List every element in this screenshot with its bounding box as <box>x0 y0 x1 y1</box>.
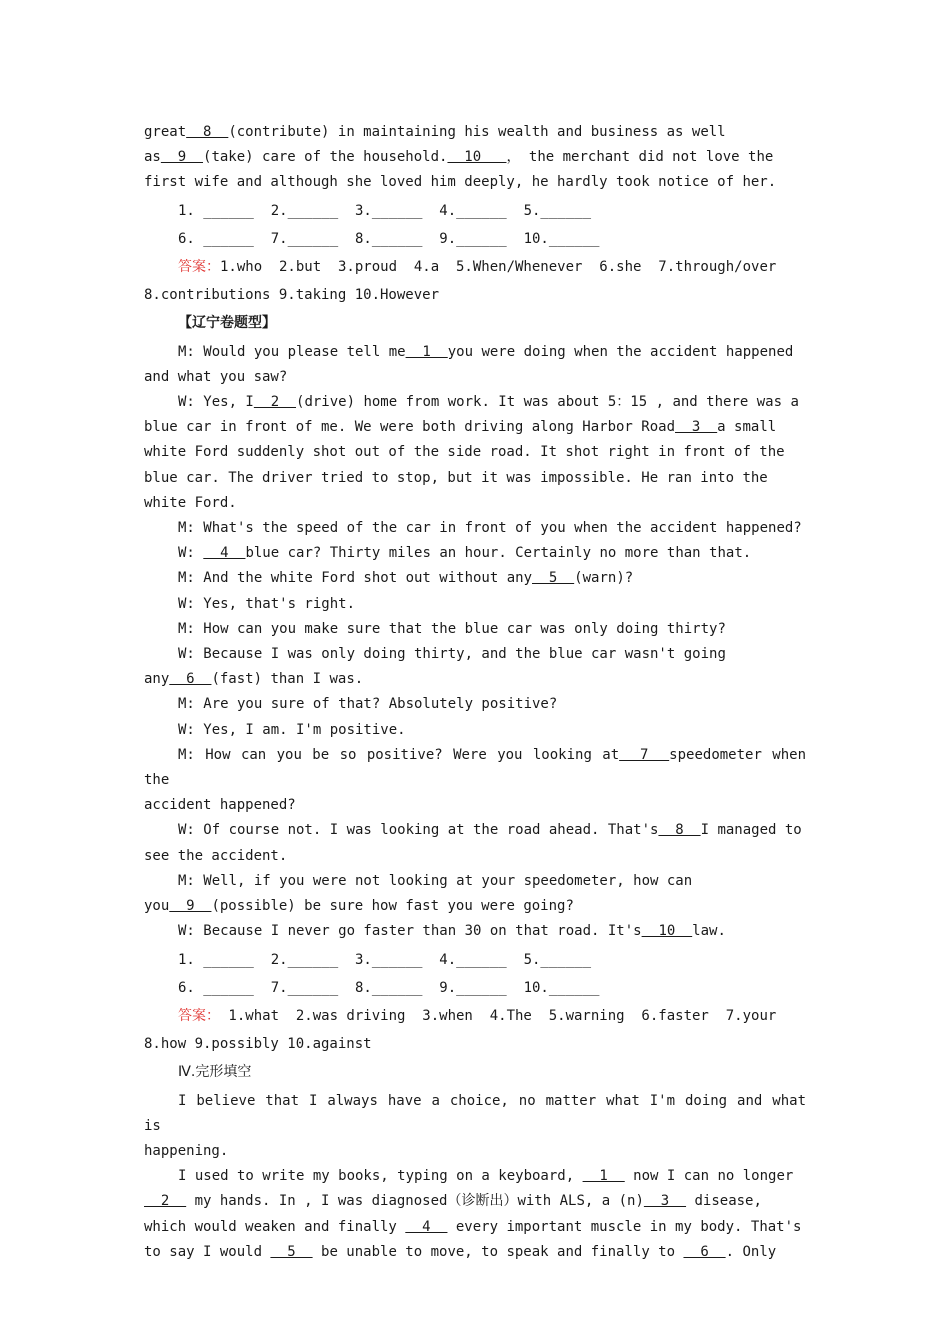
section-title: 【辽宁卷题型】 <box>178 315 276 332</box>
text-line: great 8 (contribute) in maintaining his wealth and business as well <box>144 124 726 140</box>
dialog-line: W: Yes, I 2 (drive) home from work. It was about 5：15 , and there was a <box>178 394 799 411</box>
cloze-blank-6: 6 <box>683 1243 726 1260</box>
cloze-blank-5: 5 <box>270 1243 313 1260</box>
dialog-line: W: Yes, I am. I'm positive. <box>178 721 406 738</box>
dialog-line: see the accident. <box>144 847 288 864</box>
blank-9: 9 <box>169 898 212 915</box>
cloze-text: 2 my hands. In , I was diagnosed（诊断出）with ALS, a (n) 3 disease, <box>144 1193 762 1210</box>
document-page <box>144 120 806 1265</box>
answer-key: 答案：1.who 2.but 3.proud 4.a 5.When/Whenever 6.she 7.through/over <box>178 259 777 276</box>
dialog-line: white Ford. <box>144 494 237 511</box>
answer-blanks-row: 1. ______ 2.______ 3.______ 4.______ 5.______ <box>178 951 592 968</box>
answer-key: 答案： 1.what 2.was driving 3.when 4.The 5.warning 6.faster 7.your <box>178 1007 777 1024</box>
answer-blanks-row: 6. ______ 7.______ 8.______ 9.______ 10.______ <box>178 979 600 996</box>
dialog-line: M: Are you sure of that? Absolutely positive? <box>178 696 558 713</box>
answer-label: 答案： <box>178 259 220 276</box>
blank-4: 4 <box>203 545 246 562</box>
blank-3: 3 <box>675 419 718 436</box>
blank-10: 10 <box>641 923 693 940</box>
dialog-line: blue car in front of me. We were both driving along Harbor Road 3 a small <box>144 419 777 436</box>
cloze-text: I used to write my books, typing on a keyboard, 1 now I can no longer <box>178 1168 794 1185</box>
cloze-text: to say I would 5 be unable to move, to speak and finally to 6 . Only <box>144 1243 777 1260</box>
blank-8: 8 <box>186 124 229 140</box>
answer-key-cont: 8.contributions 9.taking 10.However <box>144 287 440 304</box>
blank-5: 5 <box>532 570 575 587</box>
dialog-line: blue car. The driver tried to stop, but it was impossible. He ran into the <box>144 469 768 486</box>
blank-9: 9 <box>160 149 204 166</box>
dialog-line: M: How can you make sure that the blue car was only doing thirty? <box>178 620 726 637</box>
blank-1: 1 <box>405 343 448 360</box>
dialog-line: W: Yes, that's right. <box>178 595 356 612</box>
answer-blanks-row: 1. ______ 2.______ 3.______ 4.______ 5.______ <box>178 202 592 219</box>
cloze-blank-1: 1 <box>582 1168 625 1185</box>
dialog-line: W: 4 blue car? Thirty miles an hour. Certainly no more than that. <box>178 545 752 562</box>
blank-6: 6 <box>169 671 212 688</box>
cloze-blank-4: 4 <box>405 1218 448 1235</box>
dialog-line: any 6 (fast) than I was. <box>144 671 364 688</box>
cloze-text: which would weaken and finally 4 every important muscle in my body. That's <box>144 1218 802 1235</box>
answer-blanks-row: 6. ______ 7.______ 8.______ 9.______ 10.______ <box>178 230 600 247</box>
dialog-line: W: Because I never go faster than 30 on that road. It's 10 law. <box>178 923 726 940</box>
text-line: as 9 (take) care of the household. 10 ， the merchant did not love the <box>144 149 774 166</box>
blank-7: 7 <box>619 746 670 763</box>
answer-key-cont: 8.how 9.possibly 10.against <box>144 1036 372 1053</box>
dialog-line: W: Because I was only doing thirty, and the blue car wasn't going <box>178 646 726 663</box>
blank-8: 8 <box>658 822 701 839</box>
dialog-line: W: Of course not. I was looking at the road ahead. That's 8 I managed to <box>178 822 802 839</box>
dialog-line: and what you saw? <box>144 368 288 385</box>
dialog-line: you 9 (possible) be sure how fast you were going? <box>144 898 574 915</box>
text-line: first wife and although she loved him deeply, he hardly took notice of her. <box>144 174 777 191</box>
cloze-text: happening. <box>144 1142 229 1159</box>
cloze-text: I believe that I always have a choice, no matter what I'm doing and what is <box>144 1092 806 1134</box>
dialog-line: white Ford suddenly shot out of the side road. It shot right in front of the <box>144 444 785 461</box>
cloze-blank-3: 3 <box>643 1193 687 1210</box>
dialog-line: M: Well, if you were not looking at your speedometer, how can <box>178 872 693 889</box>
blank-2: 2 <box>253 394 297 411</box>
cloze-blank-2: 2 <box>144 1193 187 1210</box>
cloze-title: Ⅳ.完形填空 <box>178 1064 252 1081</box>
answer-label: 答案： <box>178 1007 220 1024</box>
blank-10: 10 <box>447 149 507 166</box>
dialog-line: M: What's the speed of the car in front of you when the accident happened? <box>178 520 802 537</box>
dialog-line: M: Would you please tell me 1 you were doing when the accident happened <box>178 343 794 360</box>
dialog-line: M: How can you be so positive? Were you looking at 7 speedometer when the <box>144 746 807 789</box>
dialog-line: accident happened? <box>144 797 296 814</box>
dialog-line: M: And the white Ford shot out without any 5 (warn)? <box>178 570 634 587</box>
